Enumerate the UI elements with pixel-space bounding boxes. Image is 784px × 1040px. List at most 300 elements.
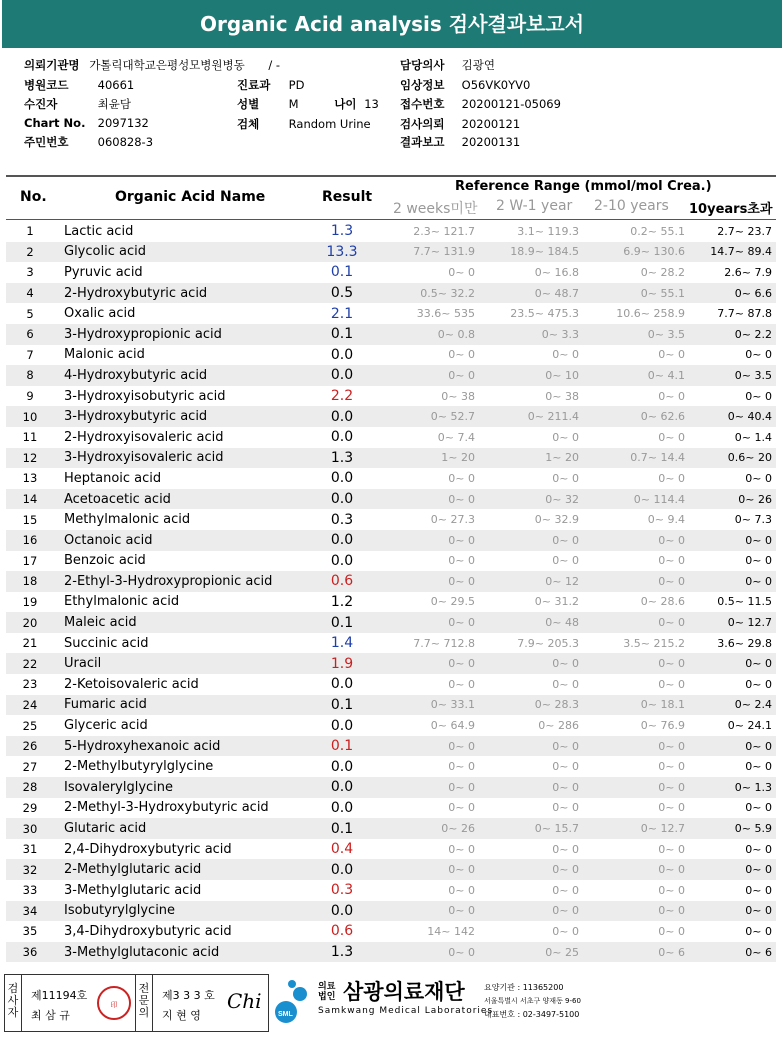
row-range-2-10y: 0~ 0 (658, 677, 685, 691)
chart-row (24, 116, 149, 130)
row-result: 0.0 (330, 799, 354, 816)
row-name: 2-Ketoisovaleric acid (64, 676, 199, 692)
row-range-2weeks: 0~ 0 (448, 677, 475, 691)
table-row (6, 715, 776, 736)
row-range-2weeks: 0~ 0 (448, 265, 475, 279)
row-range-10y: 14.7~ 89.4 (710, 245, 772, 259)
row-no: 35 (22, 924, 38, 939)
row-range-2w1y: 0~ 32 (545, 492, 579, 506)
row-result: 0.6 (330, 573, 354, 590)
receipt-label: 접수번호 (400, 97, 445, 111)
divider (135, 975, 136, 1031)
signature-box (4, 974, 269, 1032)
table-row (6, 901, 776, 922)
row-name: Lactic acid (64, 223, 134, 239)
table-row (6, 592, 776, 613)
row-range-2weeks: 0~ 0 (448, 554, 475, 568)
row-range-2w1y: 23.5~ 475.3 (510, 307, 579, 321)
report-date-value: 20200131 (461, 135, 521, 149)
doctor-value: 김광연 (461, 58, 495, 72)
row-no: 7 (26, 347, 34, 362)
row-result: 2.2 (330, 388, 354, 405)
table-row (6, 839, 776, 860)
row-result: 0.5 (330, 285, 354, 302)
row-name: 2-Methylbutyrylglycine (64, 759, 214, 775)
range-2weeks-header: 2 weeks미만 (393, 201, 478, 217)
row-result: 0.1 (330, 820, 354, 837)
request-row (400, 116, 520, 132)
hospital-code-row (24, 77, 134, 93)
row-range-10y: 0~ 26 (738, 492, 772, 506)
row-no: 36 (22, 945, 38, 960)
table-row (6, 530, 776, 551)
patient-row (24, 96, 131, 112)
row-range-10y: 0~ 0 (745, 533, 772, 547)
row-range-10y: 0~ 24.1 (727, 719, 772, 733)
table-row (6, 736, 776, 757)
row-range-2-10y: 0~ 76.9 (640, 719, 685, 733)
row-name: 3,4-Dihydroxybutyric acid (64, 923, 232, 939)
table-row (6, 777, 776, 798)
row-range-2w1y: 0~ 0 (552, 739, 579, 753)
row-result: 0.0 (330, 902, 354, 919)
row-result: 0.0 (330, 758, 354, 775)
row-result: 0.1 (330, 264, 354, 281)
row-name: 3-Hydroxybutyric acid (64, 409, 208, 425)
table-row (6, 859, 776, 880)
table-row (6, 551, 776, 572)
report-date-row (400, 134, 520, 150)
row-range-10y: 0~ 0 (745, 904, 772, 918)
row-range-10y: 0~ 7.3 (734, 513, 772, 527)
row-result: 0.0 (330, 779, 354, 796)
row-name: 2-Hydroxybutyric acid (64, 285, 208, 301)
table-row (6, 674, 776, 695)
row-name: 2-Ethyl-3-Hydroxypropionic acid (64, 573, 273, 589)
row-range-10y: 0~ 12.7 (727, 616, 772, 630)
row-range-2w1y: 0~ 31.2 (534, 595, 579, 609)
row-result: 0.0 (330, 717, 354, 734)
row-range-2-10y: 0~ 0 (658, 471, 685, 485)
row-result: 13.3 (326, 243, 358, 260)
row-no: 29 (22, 800, 38, 815)
row-name: 3-Methylglutaconic acid (64, 944, 220, 960)
row-no: 25 (22, 718, 38, 733)
row-range-2-10y: 3.5~ 215.2 (623, 636, 685, 650)
row-name: Glyceric acid (64, 718, 148, 734)
row-no: 22 (22, 656, 38, 671)
row-result: 0.0 (330, 429, 354, 446)
table-row (6, 921, 776, 942)
col-name-header: Organic Acid Name (115, 189, 266, 205)
table-row (6, 509, 776, 530)
resident-row (24, 134, 153, 150)
table-row (6, 303, 776, 324)
row-range-10y: 0~ 2.2 (734, 327, 772, 341)
row-range-2weeks: 0~ 0 (448, 616, 475, 630)
col-no-header: No. (20, 189, 47, 205)
table-row (6, 283, 776, 304)
row-range-2weeks: 7.7~ 131.9 (413, 245, 475, 259)
col-result-header: Result (322, 189, 373, 205)
table-row (6, 242, 776, 263)
row-range-2weeks: 0~ 0.8 (437, 327, 475, 341)
doctor-row (400, 57, 495, 73)
row-name: 2-Methylglutaric acid (64, 862, 202, 878)
sex-label: 성별 (237, 97, 260, 111)
row-range-2-10y: 0~ 0 (658, 430, 685, 444)
row-name: Isobutyrylglycine (64, 903, 176, 919)
row-name: Maleic acid (64, 615, 137, 631)
clinical-value: O56VK0YV0 (461, 78, 531, 92)
row-no: 18 (22, 574, 38, 589)
row-name: Glycolic acid (64, 244, 146, 260)
row-range-2-10y: 0~ 55.1 (640, 286, 685, 300)
row-no: 24 (22, 697, 38, 712)
row-no: 30 (22, 821, 38, 836)
row-result: 0.0 (330, 676, 354, 693)
range-2w1y-header: 2 W-1 year (496, 198, 573, 214)
row-name: Pyruvic acid (64, 264, 143, 280)
request-label: 검사의뢰 (400, 117, 445, 131)
hospital-code-value: 40661 (97, 78, 135, 92)
age-label: 나이 (334, 97, 357, 111)
row-result: 1.3 (330, 449, 354, 466)
row-no: 16 (22, 533, 38, 548)
row-range-2-10y: 0~ 0 (658, 924, 685, 938)
row-range-10y: 0~ 0 (745, 657, 772, 671)
row-range-2w1y: 0~ 16.8 (534, 265, 579, 279)
row-name: Ethylmalonic acid (64, 594, 180, 610)
row-result: 0.3 (330, 882, 354, 899)
row-range-10y: 0~ 0 (745, 883, 772, 897)
specialist-label: 전문의 (138, 982, 150, 1019)
row-range-2weeks: 0~ 52.7 (430, 410, 475, 424)
row-name: Glutaric acid (64, 821, 147, 837)
row-no: 26 (22, 739, 38, 754)
institution-value: 가톨릭대학교은평성모병원병동 (89, 58, 245, 72)
row-result: 0.3 (330, 511, 354, 528)
patient-value: 최윤담 (97, 97, 131, 111)
row-name: 3-Methylglutaric acid (64, 882, 202, 898)
row-range-2w1y: 0~ 0 (552, 430, 579, 444)
row-no: 4 (26, 286, 34, 301)
table-row (6, 695, 776, 716)
row-range-2weeks: 0~ 0 (448, 863, 475, 877)
row-range-2w1y: 0~ 0 (552, 533, 579, 547)
report-date-label: 결과보고 (400, 135, 445, 149)
table-row (6, 427, 776, 448)
sex-value: M (288, 97, 299, 111)
table-row (6, 798, 776, 819)
row-range-2w1y: 0~ 0 (552, 924, 579, 938)
row-name: Heptanoic acid (64, 470, 162, 486)
row-result: 0.0 (330, 491, 354, 508)
table-row (6, 653, 776, 674)
row-range-2w1y: 0~ 32.9 (534, 513, 579, 527)
table-row (6, 756, 776, 777)
row-result: 0.1 (330, 738, 354, 755)
row-name: 2,4-Dihydroxybutyric acid (64, 841, 232, 857)
divider (152, 975, 153, 1031)
row-result: 0.1 (330, 696, 354, 713)
row-range-2w1y: 0~ 0 (552, 863, 579, 877)
row-range-10y: 0~ 0 (745, 924, 772, 938)
row-range-2w1y: 0~ 0 (552, 657, 579, 671)
row-range-10y: 0~ 3.5 (734, 368, 772, 382)
specimen-row (237, 116, 371, 132)
row-no: 13 (22, 471, 38, 486)
row-range-2-10y: 0~ 0 (658, 842, 685, 856)
row-range-2w1y: 0~ 0 (552, 554, 579, 568)
row-range-2w1y: 0~ 286 (538, 719, 579, 733)
row-range-2w1y: 0~ 12 (545, 574, 579, 588)
row-range-2-10y: 0~ 0 (658, 863, 685, 877)
row-no: 33 (22, 883, 38, 898)
row-range-2w1y: 0~ 0 (552, 904, 579, 918)
doctor-label: 담당의사 (400, 58, 445, 72)
row-range-2-10y: 0~ 62.6 (640, 410, 685, 424)
row-range-2weeks: 0~ 27.3 (430, 513, 475, 527)
row-range-2weeks: 0~ 0 (448, 368, 475, 382)
row-no: 23 (22, 677, 38, 692)
row-range-2-10y: 0~ 28.2 (640, 265, 685, 279)
row-range-2w1y: 18.9~ 184.5 (510, 245, 579, 259)
row-range-2w1y: 1~ 20 (545, 451, 579, 465)
row-no: 21 (22, 636, 38, 651)
institution-suffix: / - (268, 58, 281, 72)
row-name: Isovalerylglycine (64, 779, 174, 795)
row-result: 0.0 (330, 552, 354, 569)
row-name: 5-Hydroxyhexanoic acid (64, 738, 221, 754)
resident-value: 060828-3 (97, 135, 154, 149)
table-row (6, 406, 776, 427)
row-range-2weeks: 0~ 0 (448, 533, 475, 547)
row-no: 27 (22, 759, 38, 774)
row-no: 34 (22, 903, 38, 918)
row-name: Benzoic acid (64, 553, 146, 569)
table-row (6, 880, 776, 901)
row-range-10y: 0~ 0 (745, 842, 772, 856)
row-range-2weeks: 0~ 33.1 (430, 698, 475, 712)
header-top-rule (6, 175, 776, 177)
row-range-2-10y: 0~ 0 (658, 904, 685, 918)
row-name: Oxalic acid (64, 306, 136, 322)
row-name: Fumaric acid (64, 697, 147, 713)
row-range-2w1y: 0~ 0 (552, 883, 579, 897)
row-no: 14 (22, 492, 38, 507)
row-range-10y: 0~ 6 (745, 945, 772, 959)
sex-age-row (237, 96, 379, 112)
table-row (6, 386, 776, 407)
row-result: 1.4 (330, 635, 354, 652)
dept-row (237, 77, 304, 93)
clinical-row (400, 77, 530, 93)
row-range-2w1y: 0~ 0 (552, 780, 579, 794)
table-row (6, 221, 776, 242)
specialist-no: 제3 3 3 호 (162, 989, 215, 1002)
row-range-2w1y: 0~ 0 (552, 348, 579, 362)
row-range-2-10y: 0~ 0 (658, 801, 685, 815)
row-no: 3 (26, 265, 34, 280)
row-range-2-10y: 0~ 0 (658, 780, 685, 794)
row-range-2weeks: 14~ 142 (427, 924, 475, 938)
row-range-2weeks: 0~ 0 (448, 471, 475, 485)
row-range-2weeks: 0~ 7.4 (437, 430, 475, 444)
chart-label: Chart No. (24, 116, 86, 130)
table-row (6, 345, 776, 366)
row-range-10y: 0~ 0 (745, 554, 772, 568)
results-table (6, 221, 776, 962)
row-range-2-10y: 0~ 18.1 (640, 698, 685, 712)
row-range-10y: 0~ 0 (745, 863, 772, 877)
row-range-2weeks: 0~ 0 (448, 842, 475, 856)
row-no: 11 (22, 430, 38, 445)
org-eng: Samkwang Medical Laboratories (318, 1006, 494, 1016)
row-range-10y: 0~ 5.9 (734, 822, 772, 836)
row-range-10y: 2.6~ 7.9 (724, 265, 772, 279)
row-range-2weeks: 0~ 0 (448, 904, 475, 918)
row-result: 0.1 (330, 614, 354, 631)
row-range-2-10y: 0~ 0 (658, 739, 685, 753)
table-row (6, 489, 776, 510)
official-seal-icon: 印 (97, 986, 131, 1020)
row-range-2-10y: 0~ 0 (658, 533, 685, 547)
divider (21, 975, 22, 1031)
row-name: 2-Methyl-3-Hydroxybutyric acid (64, 800, 269, 816)
row-range-10y: 0~ 0 (745, 677, 772, 691)
tester-label: 검사자 (7, 982, 19, 1019)
row-range-2weeks: 1~ 20 (441, 451, 475, 465)
row-range-2-10y: 0~ 0 (658, 883, 685, 897)
table-row (6, 612, 776, 633)
row-range-10y: 0~ 0 (745, 471, 772, 485)
row-range-2w1y: 0~ 25 (545, 945, 579, 959)
row-range-2w1y: 0~ 0 (552, 842, 579, 856)
row-range-2-10y: 0.2~ 55.1 (630, 224, 685, 238)
row-no: 8 (26, 368, 34, 383)
row-range-2weeks: 0.5~ 32.2 (420, 286, 475, 300)
row-range-10y: 0~ 2.4 (734, 698, 772, 712)
row-result: 0.6 (330, 923, 354, 940)
sml-logo-icon (272, 978, 312, 1026)
row-name: 2-Hydroxyisovaleric acid (64, 429, 224, 445)
row-range-2-10y: 0~ 3.5 (647, 327, 685, 341)
row-range-2-10y: 0~ 0 (658, 389, 685, 403)
row-range-10y: 0~ 0 (745, 389, 772, 403)
row-range-2-10y: 0~ 0 (658, 616, 685, 630)
row-range-2weeks: 0~ 0 (448, 801, 475, 815)
row-range-2w1y: 0~ 15.7 (534, 822, 579, 836)
row-range-10y: 2.7~ 23.7 (717, 224, 772, 238)
row-name: Succinic acid (64, 635, 149, 651)
dept-label: 진료과 (237, 78, 271, 92)
row-range-2w1y: 0~ 48 (545, 616, 579, 630)
tester-no: 제11194호 (31, 989, 88, 1002)
org-tel: 대표번호 : 02-3497-5100 (484, 1010, 580, 1019)
specimen-value: Random Urine (288, 117, 371, 131)
row-range-2w1y: 7.9~ 205.3 (517, 636, 579, 650)
row-range-2w1y: 0~ 0 (552, 801, 579, 815)
row-no: 17 (22, 553, 38, 568)
row-range-2weeks: 33.6~ 535 (416, 307, 475, 321)
row-range-2weeks: 0~ 0 (448, 780, 475, 794)
row-range-2w1y: 0~ 3.3 (541, 327, 579, 341)
table-row (6, 571, 776, 592)
row-range-2weeks: 0~ 0 (448, 739, 475, 753)
org-address: 서울특별시 서초구 양재동 9-60 (484, 997, 581, 1005)
row-range-2weeks: 0~ 29.5 (430, 595, 475, 609)
row-no: 10 (22, 409, 38, 424)
row-result: 0.0 (330, 470, 354, 487)
specimen-label: 검체 (237, 117, 260, 131)
row-range-2w1y: 0~ 38 (545, 389, 579, 403)
institution-label: 의뢰기관명 (24, 58, 80, 72)
row-range-2-10y: 0~ 0 (658, 554, 685, 568)
report-title: Organic Acid analysis 검사결과보고서 (2, 0, 782, 48)
row-range-2w1y: 0~ 211.4 (527, 410, 579, 424)
specialist-name: 지 현 영 (162, 1009, 201, 1022)
org-type: 의료법인 (318, 982, 336, 1002)
row-range-2w1y: 0~ 0 (552, 760, 579, 774)
table-row (6, 468, 776, 489)
row-range-10y: 0~ 0 (745, 760, 772, 774)
row-no: 28 (22, 780, 38, 795)
row-result: 0.0 (330, 346, 354, 363)
row-range-2-10y: 10.6~ 258.9 (616, 307, 685, 321)
row-range-10y: 0~ 0 (745, 801, 772, 815)
row-range-2-10y: 0~ 114.4 (633, 492, 685, 506)
org-code: 요양기관 : 11365200 (484, 983, 564, 992)
hospital-code-label: 병원코드 (24, 78, 69, 92)
row-name: Malonic acid (64, 347, 145, 363)
row-range-2weeks: 0~ 0 (448, 492, 475, 506)
row-no: 15 (22, 512, 38, 527)
row-result: 0.0 (330, 532, 354, 549)
row-name: Octanoic acid (64, 532, 153, 548)
row-no: 1 (26, 224, 34, 239)
receipt-value: 20200121-05069 (461, 97, 561, 111)
row-name: 4-Hydroxybutyric acid (64, 367, 208, 383)
institution-row (24, 57, 280, 73)
row-range-2weeks: 7.7~ 712.8 (413, 636, 475, 650)
table-row (6, 262, 776, 283)
table-row (6, 633, 776, 654)
row-no: 6 (26, 327, 34, 342)
header-bottom-rule (6, 219, 776, 220)
row-range-2w1y: 0~ 0 (552, 471, 579, 485)
row-range-10y: 0~ 1.3 (734, 780, 772, 794)
org-name: 삼광의료재단 (343, 980, 465, 1004)
row-range-2w1y: 0~ 10 (545, 368, 579, 382)
row-result: 0.4 (330, 841, 354, 858)
row-result: 1.3 (330, 944, 354, 961)
row-range-2w1y: 0~ 0 (552, 677, 579, 691)
row-range-2weeks: 0~ 0 (448, 883, 475, 897)
row-name: 3-Hydroxypropionic acid (64, 326, 222, 342)
row-range-2-10y: 0.7~ 14.4 (630, 451, 685, 465)
row-range-10y: 0~ 40.4 (727, 410, 772, 424)
row-range-2-10y: 6.9~ 130.6 (623, 245, 685, 259)
range-10y-header: 10years초과 (689, 202, 773, 217)
row-result: 1.2 (330, 593, 354, 610)
row-range-2-10y: 0~ 28.6 (640, 595, 685, 609)
row-name: 3-Hydroxyisobutyric acid (64, 388, 226, 404)
row-no: 31 (22, 842, 38, 857)
row-no: 32 (22, 862, 38, 877)
table-row (6, 942, 776, 963)
row-range-10y: 3.6~ 29.8 (717, 636, 772, 650)
